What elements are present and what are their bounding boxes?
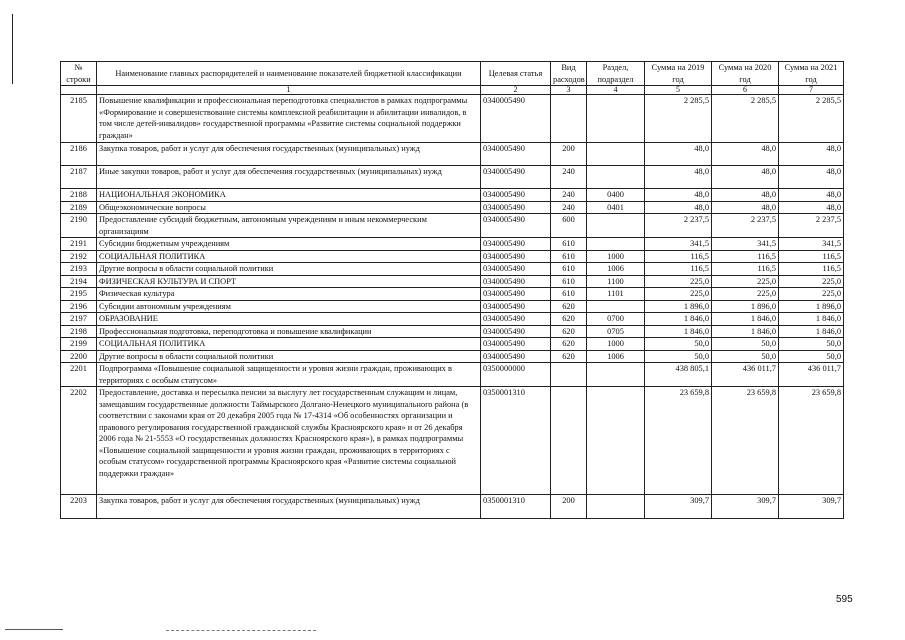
header-name: Наименование главных распорядителей и наименование показателей бюджетной классификации xyxy=(97,62,481,86)
row-name: Общеэкономические вопросы xyxy=(97,201,481,214)
row-sum-2021: 48,0 xyxy=(779,189,844,202)
column-number-row xyxy=(61,86,844,95)
col-number: 1 xyxy=(97,86,481,95)
row-number: 2201 xyxy=(61,363,97,387)
header-target: Целевая статья xyxy=(481,62,551,86)
row-sum-2019: 48,0 xyxy=(645,143,712,166)
row-target-article: 0340005490 xyxy=(481,201,551,214)
header-2019: Сумма на 2019 год xyxy=(645,62,712,86)
col-number: 5 xyxy=(645,86,712,95)
row-sum-2020: 1 846,0 xyxy=(712,325,779,338)
row-sum-2019: 309,7 xyxy=(645,495,712,519)
row-expense-type: 620 xyxy=(551,313,587,326)
row-sum-2019: 1 896,0 xyxy=(645,300,712,313)
row-target-article: 0350000000 xyxy=(481,363,551,387)
row-expense-type: 240 xyxy=(551,189,587,202)
row-section xyxy=(587,238,645,251)
row-sum-2020: 2 237,5 xyxy=(712,214,779,238)
row-sum-2021: 341,5 xyxy=(779,238,844,251)
row-name: Субсидии бюджетным учреждениям xyxy=(97,238,481,251)
row-sum-2021: 50,0 xyxy=(779,338,844,351)
table-row xyxy=(61,350,844,363)
row-section: 1101 xyxy=(587,288,645,301)
row-section: 1006 xyxy=(587,263,645,276)
row-section: 0400 xyxy=(587,189,645,202)
row-sum-2021: 2 237,5 xyxy=(779,214,844,238)
budget-table xyxy=(60,61,844,519)
row-sum-2019: 23 659,8 xyxy=(645,387,712,495)
row-expense-type: 240 xyxy=(551,166,587,189)
table-row xyxy=(61,363,844,387)
row-section: 1000 xyxy=(587,250,645,263)
row-sum-2019: 341,5 xyxy=(645,238,712,251)
row-name: СОЦИАЛЬНАЯ ПОЛИТИКА xyxy=(97,338,481,351)
row-sum-2021: 1 846,0 xyxy=(779,313,844,326)
row-expense-type: 620 xyxy=(551,338,587,351)
table-row xyxy=(61,238,844,251)
row-expense-type: 600 xyxy=(551,214,587,238)
row-sum-2019: 48,0 xyxy=(645,166,712,189)
row-sum-2021: 225,0 xyxy=(779,275,844,288)
row-number: 2192 xyxy=(61,250,97,263)
row-target-article: 0340005490 xyxy=(481,325,551,338)
row-name: Субсидии автономным учреждениям xyxy=(97,300,481,313)
row-section xyxy=(587,214,645,238)
row-section xyxy=(587,95,645,143)
row-sum-2020: 1 896,0 xyxy=(712,300,779,313)
row-sum-2020: 225,0 xyxy=(712,288,779,301)
row-expense-type: 620 xyxy=(551,325,587,338)
row-number: 2193 xyxy=(61,263,97,276)
col-number: 6 xyxy=(712,86,779,95)
row-section: 1000 xyxy=(587,338,645,351)
row-sum-2019: 438 805,1 xyxy=(645,363,712,387)
row-section: 0401 xyxy=(587,201,645,214)
row-name: Физическая культура xyxy=(97,288,481,301)
row-section xyxy=(587,143,645,166)
row-target-article: 0340005490 xyxy=(481,214,551,238)
row-number: 2191 xyxy=(61,238,97,251)
row-sum-2019: 225,0 xyxy=(645,288,712,301)
table-row xyxy=(61,275,844,288)
row-expense-type: 610 xyxy=(551,275,587,288)
row-sum-2020: 116,5 xyxy=(712,263,779,276)
row-sum-2021: 48,0 xyxy=(779,143,844,166)
row-name: Другие вопросы в области социальной политики xyxy=(97,263,481,276)
header-2021: Сумма на 2021 год xyxy=(779,62,844,86)
row-name: Другие вопросы в области социальной политики xyxy=(97,350,481,363)
table-row xyxy=(61,214,844,238)
row-name: Иные закупки товаров, работ и услуг для обеспечения государственных (муниципальных) нужд xyxy=(97,166,481,189)
row-expense-type xyxy=(551,387,587,495)
col-number xyxy=(61,86,97,95)
row-expense-type: 200 xyxy=(551,143,587,166)
footer-dashed-line xyxy=(166,630,316,631)
row-expense-type: 240 xyxy=(551,201,587,214)
row-sum-2020: 436 011,7 xyxy=(712,363,779,387)
table-row xyxy=(61,288,844,301)
row-target-article: 0340005490 xyxy=(481,288,551,301)
row-sum-2021: 436 011,7 xyxy=(779,363,844,387)
row-sum-2020: 50,0 xyxy=(712,338,779,351)
row-expense-type: 620 xyxy=(551,300,587,313)
row-name: Профессиональная подготовка, переподготовка и повышение квалификации xyxy=(97,325,481,338)
row-section xyxy=(587,363,645,387)
row-target-article: 0340005490 xyxy=(481,143,551,166)
row-sum-2019: 116,5 xyxy=(645,250,712,263)
row-target-article: 0340005490 xyxy=(481,300,551,313)
left-margin-line xyxy=(12,14,13,84)
row-name: Предоставление субсидий бюджетным, автономным учреждениям и иным некоммерческим организациям xyxy=(97,214,481,238)
table-row xyxy=(61,263,844,276)
row-sum-2021: 1 846,0 xyxy=(779,325,844,338)
row-number: 2188 xyxy=(61,189,97,202)
row-sum-2021: 50,0 xyxy=(779,350,844,363)
row-sum-2019: 2 285,5 xyxy=(645,95,712,143)
row-sum-2021: 116,5 xyxy=(779,250,844,263)
row-name: ФИЗИЧЕСКАЯ КУЛЬТУРА И СПОРТ xyxy=(97,275,481,288)
row-target-article: 0340005490 xyxy=(481,189,551,202)
row-number: 2200 xyxy=(61,350,97,363)
row-target-article: 0340005490 xyxy=(481,338,551,351)
row-sum-2019: 50,0 xyxy=(645,338,712,351)
row-expense-type: 610 xyxy=(551,288,587,301)
row-target-article: 0350001310 xyxy=(481,495,551,519)
row-expense-type xyxy=(551,363,587,387)
row-sum-2020: 48,0 xyxy=(712,201,779,214)
table-row xyxy=(61,325,844,338)
row-number: 2197 xyxy=(61,313,97,326)
header-row xyxy=(61,62,844,86)
header-num: № строки xyxy=(61,62,97,86)
row-number: 2190 xyxy=(61,214,97,238)
table-row xyxy=(61,387,844,495)
row-sum-2020: 48,0 xyxy=(712,189,779,202)
table-row xyxy=(61,201,844,214)
row-sum-2020: 1 846,0 xyxy=(712,313,779,326)
table-row xyxy=(61,300,844,313)
row-sum-2021: 116,5 xyxy=(779,263,844,276)
row-name: ОБРАЗОВАНИЕ xyxy=(97,313,481,326)
row-sum-2019: 48,0 xyxy=(645,201,712,214)
row-number: 2199 xyxy=(61,338,97,351)
row-name: Закупка товаров, работ и услуг для обеспечения государственных (муниципальных) нужд xyxy=(97,143,481,166)
row-target-article: 0350001310 xyxy=(481,387,551,495)
header-exptype: Вид расходов xyxy=(551,62,587,86)
row-name: Повышение квалификации и профессиональная переподготовка специалистов в рамках подпрограммы «Формирование и совершенствование системы комплексной реабилитации и абилитации инвалидов, в том числе детей-инвалидов» государственной программы «Развитие системы социальной поддержки граждан» xyxy=(97,95,481,143)
row-number: 2185 xyxy=(61,95,97,143)
table-row xyxy=(61,189,844,202)
row-sum-2019: 1 846,0 xyxy=(645,325,712,338)
row-section xyxy=(587,166,645,189)
row-sum-2021: 309,7 xyxy=(779,495,844,519)
row-number: 2186 xyxy=(61,143,97,166)
col-number: 7 xyxy=(779,86,844,95)
row-section: 0705 xyxy=(587,325,645,338)
row-sum-2019: 225,0 xyxy=(645,275,712,288)
row-section: 1100 xyxy=(587,275,645,288)
row-section xyxy=(587,495,645,519)
row-sum-2019: 116,5 xyxy=(645,263,712,276)
row-sum-2020: 116,5 xyxy=(712,250,779,263)
row-sum-2020: 309,7 xyxy=(712,495,779,519)
col-number: 2 xyxy=(481,86,551,95)
row-sum-2019: 2 237,5 xyxy=(645,214,712,238)
row-section xyxy=(587,300,645,313)
row-sum-2021: 1 896,0 xyxy=(779,300,844,313)
row-target-article: 0340005490 xyxy=(481,250,551,263)
row-name: НАЦИОНАЛЬНАЯ ЭКОНОМИКА xyxy=(97,189,481,202)
row-target-article: 0340005490 xyxy=(481,166,551,189)
row-sum-2020: 2 285,5 xyxy=(712,95,779,143)
row-number: 2198 xyxy=(61,325,97,338)
row-target-article: 0340005490 xyxy=(481,238,551,251)
row-sum-2021: 225,0 xyxy=(779,288,844,301)
row-number: 2196 xyxy=(61,300,97,313)
row-name: Закупка товаров, работ и услуг для обеспечения государственных (муниципальных) нужд xyxy=(97,495,481,519)
row-name: СОЦИАЛЬНАЯ ПОЛИТИКА xyxy=(97,250,481,263)
table-row xyxy=(61,313,844,326)
row-expense-type: 610 xyxy=(551,250,587,263)
row-sum-2019: 1 846,0 xyxy=(645,313,712,326)
table-row xyxy=(61,495,844,519)
col-number: 3 xyxy=(551,86,587,95)
row-target-article: 0340005490 xyxy=(481,350,551,363)
footer-line xyxy=(5,629,63,630)
row-number: 2194 xyxy=(61,275,97,288)
row-number: 2203 xyxy=(61,495,97,519)
row-sum-2021: 48,0 xyxy=(779,201,844,214)
table-row xyxy=(61,338,844,351)
row-section xyxy=(587,387,645,495)
row-sum-2020: 23 659,8 xyxy=(712,387,779,495)
table-row xyxy=(61,95,844,143)
row-sum-2021: 23 659,8 xyxy=(779,387,844,495)
row-sum-2019: 48,0 xyxy=(645,189,712,202)
row-target-article: 0340005490 xyxy=(481,263,551,276)
row-sum-2020: 48,0 xyxy=(712,166,779,189)
row-expense-type: 610 xyxy=(551,238,587,251)
row-target-article: 0340005490 xyxy=(481,275,551,288)
row-target-article: 0340005490 xyxy=(481,95,551,143)
row-section: 1006 xyxy=(587,350,645,363)
row-sum-2020: 48,0 xyxy=(712,143,779,166)
row-expense-type xyxy=(551,95,587,143)
row-sum-2020: 341,5 xyxy=(712,238,779,251)
col-number: 4 xyxy=(587,86,645,95)
row-sum-2021: 48,0 xyxy=(779,166,844,189)
row-expense-type: 200 xyxy=(551,495,587,519)
row-number: 2187 xyxy=(61,166,97,189)
row-expense-type: 610 xyxy=(551,263,587,276)
row-section: 0700 xyxy=(587,313,645,326)
row-sum-2019: 50,0 xyxy=(645,350,712,363)
header-2020: Сумма на 2020 год xyxy=(712,62,779,86)
row-number: 2202 xyxy=(61,387,97,495)
table-row xyxy=(61,143,844,166)
header-section: Раздел, подраздел xyxy=(587,62,645,86)
table-row xyxy=(61,250,844,263)
page-number: 595 xyxy=(836,594,853,605)
row-name: Предоставление, доставка и пересылка пенсии за выслугу лет государственным служащим и лицам, замещавшим государственные должности Таймырского Долгано-Ненецкого муниципального района (в соответствии с законами края от 20 декабря 2005 года № 17-4314 «Об особенностях организации и правового регулирования государственной гражданской службы Красноярского края» и от 26 декабря 2006 года № 21-5553 «О государственных должностях Красноярского края»), в рамках подпрограммы «Повышение социальной защищенности и уровня жизни граждан, проживающих в территориях с особым статусом» государственной программы Красноярского края «Развитие системы социальной поддержки граждан» xyxy=(97,387,481,495)
row-number: 2195 xyxy=(61,288,97,301)
row-sum-2020: 225,0 xyxy=(712,275,779,288)
row-name: Подпрограмма «Повышение социальной защищенности и уровня жизни граждан, проживающих в территориях с особым статусом» xyxy=(97,363,481,387)
row-number: 2189 xyxy=(61,201,97,214)
row-expense-type: 620 xyxy=(551,350,587,363)
row-sum-2020: 50,0 xyxy=(712,350,779,363)
row-sum-2021: 2 285,5 xyxy=(779,95,844,143)
row-target-article: 0340005490 xyxy=(481,313,551,326)
table-row xyxy=(61,166,844,189)
